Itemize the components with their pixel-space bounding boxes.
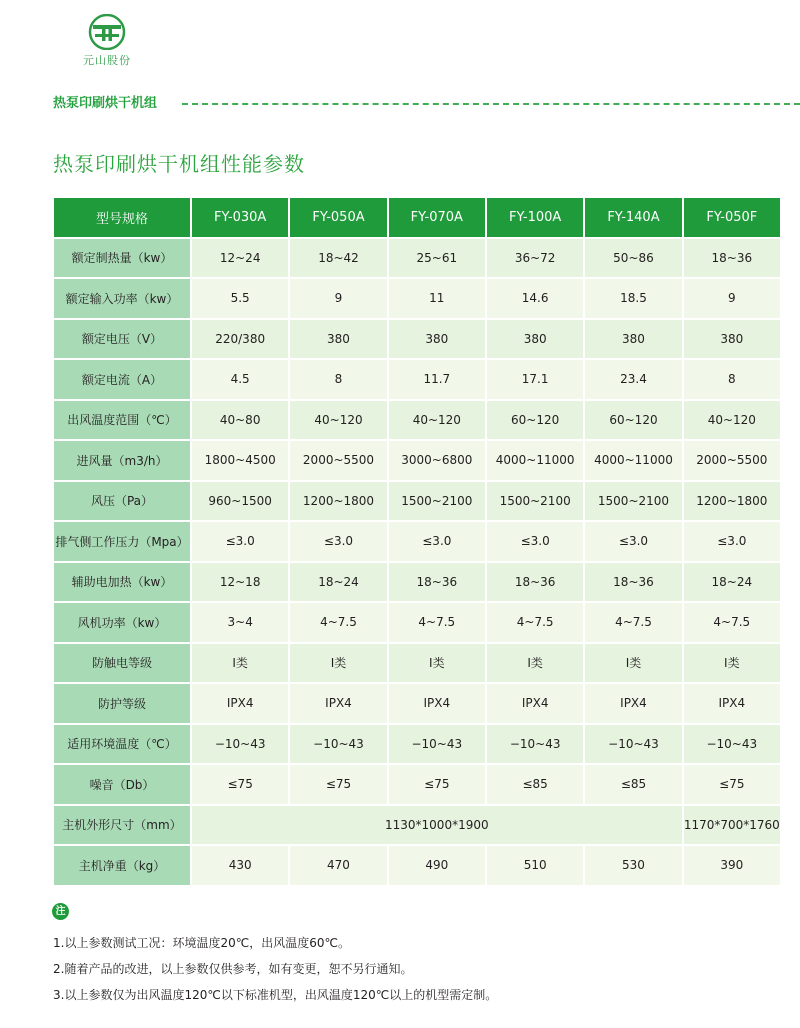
row-label: 风压（Pa） xyxy=(54,482,190,521)
company-logo-icon xyxy=(87,14,127,50)
table-cell: 1800~4500 xyxy=(192,441,288,480)
table-cell: IPX4 xyxy=(389,684,485,723)
table-cell: IPX4 xyxy=(192,684,288,723)
table-cell: ≤3.0 xyxy=(192,522,288,561)
table-cell: 17.1 xyxy=(487,360,583,399)
table-row xyxy=(54,239,780,278)
table-cell: 1200~1800 xyxy=(290,482,386,521)
table-cell: −10~43 xyxy=(487,725,583,764)
table-row xyxy=(54,482,780,521)
model-header: FY-070A xyxy=(389,198,485,237)
note-item: 2.随着产品的改进，以上参数仅供参考，如有变更，恕不另行通知。 xyxy=(53,962,413,976)
row-label: 额定电压（V） xyxy=(54,320,190,359)
header-divider xyxy=(182,103,800,105)
table-cell: 18~36 xyxy=(684,239,780,278)
table-cell: ≤75 xyxy=(192,765,288,804)
table-cell: 18~36 xyxy=(389,563,485,602)
table-cell: 1500~2100 xyxy=(487,482,583,521)
model-header: FY-050F xyxy=(684,198,780,237)
table-cell: 390 xyxy=(684,846,780,885)
table-cell: IPX4 xyxy=(487,684,583,723)
table-cell: 4000~11000 xyxy=(585,441,681,480)
table-cell: 380 xyxy=(585,320,681,359)
table-row xyxy=(54,644,780,683)
row-label: 主机净重（kg） xyxy=(54,846,190,885)
table-cell: 470 xyxy=(290,846,386,885)
table-cell: ≤75 xyxy=(389,765,485,804)
table-cell: 380 xyxy=(290,320,386,359)
note-badge: 注 xyxy=(52,903,69,920)
table-cell: Ⅰ类 xyxy=(585,644,681,683)
model-header: FY-030A xyxy=(192,198,288,237)
table-cell: ≤3.0 xyxy=(684,522,780,561)
table-cell: ≤85 xyxy=(585,765,681,804)
table-cell: Ⅰ类 xyxy=(290,644,386,683)
table-cell: 5.5 xyxy=(192,279,288,318)
table-row xyxy=(54,684,780,723)
table-cell: 18~42 xyxy=(290,239,386,278)
table-cell: 4~7.5 xyxy=(389,603,485,642)
table-cell: 4~7.5 xyxy=(585,603,681,642)
table-cell: 40~80 xyxy=(192,401,288,440)
table-cell: 14.6 xyxy=(487,279,583,318)
table-cell: ≤75 xyxy=(290,765,386,804)
table-cell: −10~43 xyxy=(684,725,780,764)
model-header: FY-100A xyxy=(487,198,583,237)
company-name: 元山股份 xyxy=(83,54,131,67)
table-cell: 60~120 xyxy=(487,401,583,440)
row-label: 额定制热量（kw） xyxy=(54,239,190,278)
table-cell: 11.7 xyxy=(389,360,485,399)
table-cell: 18~24 xyxy=(290,563,386,602)
table-cell: 18.5 xyxy=(585,279,681,318)
notes xyxy=(53,930,497,1008)
note-item: 3.以上参数仅为出风温度120℃以下标准机型，出风温度120℃以上的机型需定制。 xyxy=(53,988,498,1002)
table-row xyxy=(54,522,780,561)
table-cell: 12~18 xyxy=(192,563,288,602)
row-label: 辅助电加热（kw） xyxy=(54,563,190,602)
table-cell-merged: 1130*1000*1900 xyxy=(192,806,682,845)
table-cell: 8 xyxy=(684,360,780,399)
table-cell: −10~43 xyxy=(290,725,386,764)
row-label: 额定输入功率（kw） xyxy=(54,279,190,318)
row-label: 出风温度范围（℃） xyxy=(54,401,190,440)
table-row xyxy=(54,401,780,440)
table-row xyxy=(54,441,780,480)
table-cell: ≤3.0 xyxy=(487,522,583,561)
table-cell: 60~120 xyxy=(585,401,681,440)
row-label: 适用环境温度（℃） xyxy=(54,725,190,764)
section-label: 热泵印刷烘干机组 xyxy=(53,96,158,111)
table-cell: ≤3.0 xyxy=(389,522,485,561)
table-cell: 36~72 xyxy=(487,239,583,278)
row-label: 防触电等级 xyxy=(54,644,190,683)
table-cell: 4.5 xyxy=(192,360,288,399)
table-row xyxy=(54,603,780,642)
table-row xyxy=(54,765,780,804)
table-row xyxy=(54,563,780,602)
table-row xyxy=(54,279,780,318)
table-header-row xyxy=(54,198,780,237)
table-cell: 23.4 xyxy=(585,360,681,399)
table-cell: 220/380 xyxy=(192,320,288,359)
table-cell: Ⅰ类 xyxy=(684,644,780,683)
table-cell: 18~36 xyxy=(585,563,681,602)
model-header: FY-050A xyxy=(290,198,386,237)
page-title: 热泵印刷烘干机组性能参数 xyxy=(53,152,305,176)
table-cell: 12~24 xyxy=(192,239,288,278)
table-cell: −10~43 xyxy=(389,725,485,764)
table-cell: IPX4 xyxy=(585,684,681,723)
table-cell: 2000~5500 xyxy=(290,441,386,480)
table-cell: 380 xyxy=(487,320,583,359)
row-label: 风机功率（kw） xyxy=(54,603,190,642)
note-item: 1.以上参数测试工况：环境温度20℃，出风温度60℃。 xyxy=(53,936,350,950)
table-cell: −10~43 xyxy=(192,725,288,764)
table-cell: Ⅰ类 xyxy=(192,644,288,683)
row-label: 额定电流（A） xyxy=(54,360,190,399)
table-cell: 9 xyxy=(290,279,386,318)
table-cell: 490 xyxy=(389,846,485,885)
table-cell: 4~7.5 xyxy=(487,603,583,642)
header-label: 型号规格 xyxy=(54,198,190,237)
table-cell: 40~120 xyxy=(290,401,386,440)
table-cell: 40~120 xyxy=(684,401,780,440)
table-cell: 960~1500 xyxy=(192,482,288,521)
table-cell: 510 xyxy=(487,846,583,885)
table-cell: 1500~2100 xyxy=(389,482,485,521)
spec-table xyxy=(52,196,782,887)
table-cell: 4~7.5 xyxy=(684,603,780,642)
table-cell: 530 xyxy=(585,846,681,885)
table-cell: 1200~1800 xyxy=(684,482,780,521)
table-cell: 380 xyxy=(684,320,780,359)
table-cell: 1170*700*1760 xyxy=(684,806,780,845)
row-label: 防护等级 xyxy=(54,684,190,723)
table-cell: 18~24 xyxy=(684,563,780,602)
table-cell: ≤75 xyxy=(684,765,780,804)
table-cell: 40~120 xyxy=(389,401,485,440)
table-cell: 2000~5500 xyxy=(684,441,780,480)
table-cell: 18~36 xyxy=(487,563,583,602)
table-cell: Ⅰ类 xyxy=(389,644,485,683)
table-cell: 50~86 xyxy=(585,239,681,278)
table-cell: ≤3.0 xyxy=(290,522,386,561)
table-row xyxy=(54,725,780,764)
spec-table-body xyxy=(54,239,780,885)
table-cell: 3~4 xyxy=(192,603,288,642)
table-cell: ≤85 xyxy=(487,765,583,804)
table-row xyxy=(54,320,780,359)
table-cell: 4000~11000 xyxy=(487,441,583,480)
table-cell: 1500~2100 xyxy=(585,482,681,521)
table-cell: −10~43 xyxy=(585,725,681,764)
company-logo xyxy=(62,14,152,68)
table-row xyxy=(54,360,780,399)
table-cell: 4~7.5 xyxy=(290,603,386,642)
table-cell: 25~61 xyxy=(389,239,485,278)
table-cell: IPX4 xyxy=(684,684,780,723)
row-label: 噪音（Db） xyxy=(54,765,190,804)
table-cell: 430 xyxy=(192,846,288,885)
row-label: 主机外形尺寸（mm） xyxy=(54,806,190,845)
table-cell: Ⅰ类 xyxy=(487,644,583,683)
table-cell: 9 xyxy=(684,279,780,318)
table-row xyxy=(54,806,780,845)
table-cell: 11 xyxy=(389,279,485,318)
table-cell: 380 xyxy=(389,320,485,359)
row-label: 排气侧工作压力（Mpa） xyxy=(54,522,190,561)
table-cell: 3000~6800 xyxy=(389,441,485,480)
table-cell: IPX4 xyxy=(290,684,386,723)
table-row xyxy=(54,846,780,885)
table-cell: ≤3.0 xyxy=(585,522,681,561)
row-label: 进风量（m3/h） xyxy=(54,441,190,480)
table-cell: 8 xyxy=(290,360,386,399)
model-header: FY-140A xyxy=(585,198,681,237)
